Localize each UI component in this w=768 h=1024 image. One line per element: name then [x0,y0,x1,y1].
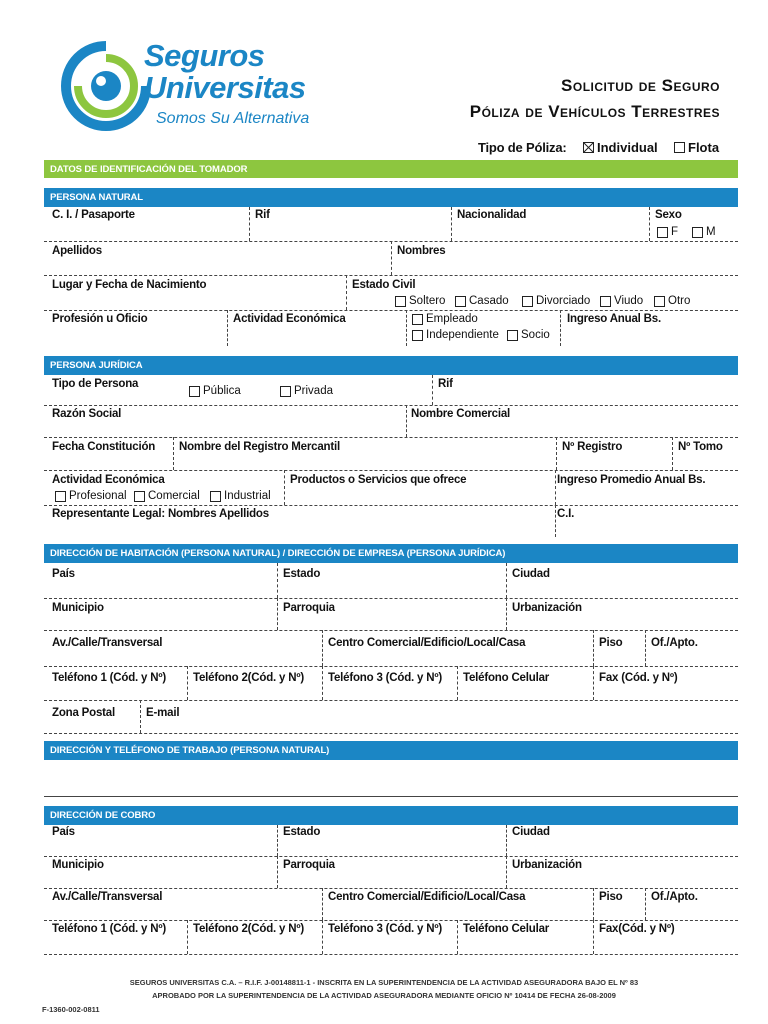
telefono3-label: Teléfono 3 (Cód. y Nº) [328,672,442,684]
publica-label: Pública [203,385,241,397]
row-line [44,275,738,276]
publica-option[interactable] [189,385,241,397]
section-juridica-header: PERSONA JURÍDICA [44,356,738,375]
pais-label: País [52,568,75,580]
socio-option[interactable] [507,329,550,341]
urbanizacion-label: Urbanización [512,602,582,614]
telefono2-label: Teléfono 2(Cód. y Nº) [193,672,304,684]
divider [322,666,323,700]
profesion-label: Profesión u Oficio [52,313,148,325]
divider [560,310,561,346]
policy-individual-option[interactable] [583,140,658,155]
row-line [44,598,738,599]
otro-option[interactable] [654,295,690,307]
parroquia-label: Parroquia [283,602,335,614]
cobro-parroquia-label: Parroquia [283,859,335,871]
sexo-m-label: M [706,226,716,238]
celular-label: Teléfono Celular [463,672,550,684]
checkbox-icon[interactable] [674,142,685,153]
soltero-label: Soltero [409,295,446,307]
empleado-label: Empleado [426,313,478,325]
divider [140,700,141,733]
row-line [44,920,738,921]
ci-representante-label: C.I. [557,508,575,520]
checkbox-icon[interactable] [507,330,518,341]
rif-juridica-label: Rif [438,378,453,390]
estado-civil-label: Estado Civil [352,279,416,291]
divider [277,825,278,856]
divider [451,207,452,241]
divider [645,630,646,666]
row-line [44,470,738,471]
comercial-label: Comercial [148,490,200,502]
nombre-comercial-label: Nombre Comercial [411,408,511,420]
divider [506,563,507,598]
divider [277,856,278,888]
policy-individual-label: Individual [597,140,658,155]
logo-line1: Seguros [144,38,265,73]
fax-label: Fax (Cód. y Nº) [599,672,678,684]
profesional-option[interactable] [55,490,127,502]
logo-tagline: Somos Su Alternativa [156,110,310,127]
divider [227,310,228,346]
cobro-municipio-label: Municipio [52,859,104,871]
row-line [44,310,738,311]
footer-line2: APROBADO POR LA SUPERINTENDENCIA DE LA ACTIVIDAD ASEGURADORA MEDIANTE OFICIO Nº 10414 DE FECHA 26-08-2009 [152,991,616,1000]
checkbox-icon[interactable] [412,314,423,325]
cobro-piso-label: Piso [599,891,623,903]
centro-comercial-label: Centro Comercial/Edificio/Local/Casa [328,637,526,649]
sexo-f-option[interactable] [657,226,678,238]
soltero-option[interactable] [395,295,445,307]
row-line [44,666,738,667]
checkbox-icon[interactable] [692,227,703,238]
telefono1-label: Teléfono 1 (Cód. y Nº) [52,672,166,684]
checkbox-icon[interactable] [657,227,668,238]
socio-label: Socio [521,329,550,341]
comercial-option[interactable] [134,490,200,502]
checkbox-icon[interactable] [654,296,665,307]
cobro-centro-label: Centro Comercial/Edificio/Local/Casa [328,891,526,903]
lugar-fecha-label: Lugar y Fecha de Nacimiento [52,279,207,291]
section-cobro-header: DIRECCIÓN DE COBRO [44,806,738,825]
casado-option[interactable] [455,295,509,307]
divider [672,437,673,470]
title-line1: Solicitud de Seguro [561,76,720,95]
viudo-label: Viudo [614,295,644,307]
ingreso-promedio-label: Ingreso Promedio Anual Bs. [557,474,706,486]
divider [593,920,594,954]
independiente-option[interactable] [412,329,499,341]
representante-label: Representante Legal: Nombres Apellidos [52,508,269,520]
divider [506,856,507,888]
row-line [44,437,738,438]
divider [645,888,646,920]
row-line [44,630,738,631]
casado-label: Casado [469,295,509,307]
section-direccion-header: DIRECCIÓN DE HABITACIÓN (PERSONA NATURAL) / DIRECCIÓN DE EMPRESA (PERSONA JURÍDICA) [44,544,738,563]
zona-postal-label: Zona Postal [52,707,115,719]
company-logo [60,38,340,138]
checkbox-icon[interactable] [210,491,221,502]
privada-option[interactable] [280,385,333,397]
ci-label: C. I. / Pasaporte [52,209,135,221]
divider [322,630,323,666]
no-registro-label: Nº Registro [562,441,623,453]
section-natural-header: PERSONA NATURAL [44,188,738,207]
profesional-label: Profesional [69,490,127,502]
divider [593,666,594,700]
cobro-pais-label: País [52,826,75,838]
municipio-label: Municipio [52,602,104,614]
row-line [44,796,738,797]
divider [322,920,323,954]
checkbox-icon[interactable] [395,296,406,307]
divider [556,437,557,470]
cobro-ciudad-label: Ciudad [512,826,550,838]
estado-label: Estado [283,568,321,580]
divider [391,241,392,275]
divider [555,470,556,505]
av-calle-label: Av./Calle/Transversal [52,637,163,649]
divider [406,405,407,437]
otro-label: Otro [668,295,691,307]
checked-box-icon[interactable] [583,142,594,153]
divider [555,505,556,537]
divorciado-option[interactable] [522,295,590,307]
privada-label: Privada [294,385,333,397]
cobro-estado-label: Estado [283,826,321,838]
row-line [44,505,738,506]
empleado-option[interactable] [412,313,478,325]
no-tomo-label: Nº Tomo [678,441,723,453]
viudo-option[interactable] [600,295,643,307]
ingreso-label: Ingreso Anual Bs. [567,313,661,325]
checkbox-icon[interactable] [55,491,66,502]
checkbox-icon[interactable] [134,491,145,502]
checkbox-icon[interactable] [600,296,611,307]
divider [406,310,407,346]
independiente-label: Independiente [426,329,499,341]
logo-line2: Universitas [144,70,306,105]
cobro-tel1-label: Teléfono 1 (Cód. y Nº) [52,923,166,935]
divider [457,666,458,700]
divider [506,825,507,856]
policy-type-label: Tipo de Póliza: [478,140,567,155]
footer-line1: SEGUROS UNIVERSITAS C.A. – R.I.F. J-00148811-1 - INSCRITA EN LA SUPERINTENDENCIA DE LA ACTIVIDAD ASEGURADORA BAJO EL Nº 83 [129,978,639,987]
sexo-label: Sexo [655,209,682,221]
registro-mercantil-label: Nombre del Registro Mercantil [179,441,340,453]
nombres-label: Nombres [397,245,446,257]
checkbox-icon[interactable] [280,386,291,397]
tipo-persona-label: Tipo de Persona [52,378,139,390]
policy-flota-label: Flota [688,140,720,155]
cobro-apto-label: Of./Apto. [651,891,698,903]
divider [649,207,650,241]
row-line [44,405,738,406]
email-label: E-mail [146,707,180,719]
row-line [44,733,738,734]
razon-social-label: Razón Social [52,408,122,420]
actividad-juridica-label: Actividad Económica [52,474,165,486]
ciudad-label: Ciudad [512,568,550,580]
cobro-av-label: Av./Calle/Transversal [52,891,163,903]
divider [457,920,458,954]
cobro-fax-label: Fax(Cód. y Nº) [599,923,675,935]
actividad-label: Actividad Económica [233,313,346,325]
industrial-label: Industrial [224,490,271,502]
checkbox-icon[interactable] [189,386,200,397]
fecha-constitucion-label: Fecha Constitución [52,441,156,453]
divorciado-label: Divorciado [536,295,591,307]
divider [249,207,250,241]
checkbox-icon[interactable] [522,296,533,307]
divider [277,563,278,598]
checkbox-icon[interactable] [412,330,423,341]
row-line [44,954,738,955]
title-line2: Póliza de Vehículos Terrestres [469,102,720,121]
section-trabajo-header: DIRECCIÓN Y TELÉFONO DE TRABAJO (PERSONA NATURAL) [44,741,738,760]
industrial-option[interactable] [210,490,271,502]
divider [346,275,347,310]
divider [432,375,433,405]
divider [187,920,188,954]
apto-label: Of./Apto. [651,637,698,649]
cobro-tel2-label: Teléfono 2(Cód. y Nº) [193,923,304,935]
nacionalidad-label: Nacionalidad [457,209,527,221]
cobro-celular-label: Teléfono Celular [463,923,550,935]
sexo-m-option[interactable] [692,226,716,238]
divider [173,437,174,470]
divider [506,598,507,630]
divider [593,888,594,920]
divider [322,888,323,920]
divider [593,630,594,666]
divider [284,470,285,505]
row-line [44,700,738,701]
divider [187,666,188,700]
sexo-f-label: F [671,226,679,238]
policy-flota-option[interactable] [674,140,719,155]
piso-label: Piso [599,637,623,649]
form-code: F-1360-002-0811 [42,1005,100,1014]
cobro-urbanizacion-label: Urbanización [512,859,582,871]
rif-label: Rif [255,209,270,221]
divider [277,598,278,630]
section-tomador-header: DATOS DE IDENTIFICACIÓN DEL TOMADOR [44,160,738,178]
checkbox-icon[interactable] [455,296,466,307]
productos-label: Productos o Servicios que ofrece [290,474,467,486]
row-line [44,856,738,857]
row-line [44,888,738,889]
logo-swirl-icon [60,40,152,132]
apellidos-label: Apellidos [52,245,102,257]
cobro-tel3-label: Teléfono 3 (Cód. y Nº) [328,923,442,935]
